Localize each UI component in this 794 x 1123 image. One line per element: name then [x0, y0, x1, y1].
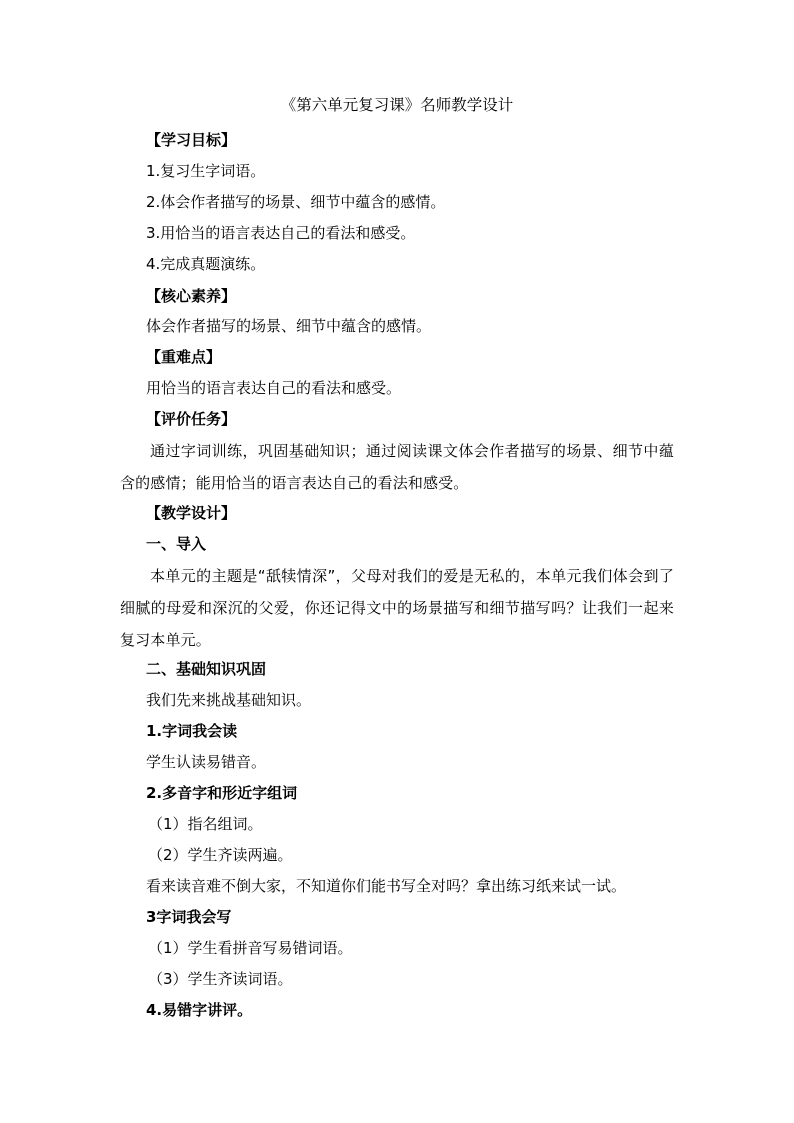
item4-heading: 4.易错字讲评。 — [146, 1001, 253, 1019]
item2-step: （2）学生齐读两遍。 — [148, 846, 293, 864]
item2-step: （1）指名组词。 — [148, 815, 263, 833]
item2-heading: 2.多音字和形近字组词 — [146, 784, 298, 802]
objective-item: 2.体会作者描写的场景、细节中蕴含的感情。 — [146, 193, 446, 211]
section2-heading: 二、基础知识巩固 — [146, 660, 267, 678]
item1-text: 学生认读易错音。 — [146, 753, 267, 771]
item2-followup: 看来读音难不倒大家，不知道你们能书写全对吗？拿出练习纸来试一试。 — [146, 877, 627, 895]
objective-item: 4.完成真题演练。 — [146, 255, 266, 273]
difficulty-heading: 【重难点】 — [146, 348, 222, 366]
item3-step: （3）学生齐读词语。 — [148, 970, 293, 988]
design-heading: 【教学设计】 — [146, 504, 237, 522]
literacy-text: 体会作者描写的场景、细节中蕴含的感情。 — [146, 317, 432, 335]
section1-heading: 一、导入 — [146, 535, 207, 553]
item3-heading: 3字词我会写 — [146, 908, 232, 926]
item3-step: （1）学生看拼音写易错词语。 — [148, 939, 353, 957]
objectives-heading: 【学习目标】 — [146, 131, 237, 149]
objective-item: 1.复习生字词语。 — [146, 162, 266, 180]
literacy-heading: 【核心素养】 — [146, 287, 237, 305]
section2-intro: 我们先来挑战基础知识。 — [146, 691, 312, 709]
page-title: 《第六单元复习课》名师教学设计 — [280, 96, 514, 114]
objective-item: 3.用恰当的语言表达自己的看法和感受。 — [146, 224, 416, 242]
item1-heading: 1.字词我会读 — [146, 722, 238, 740]
evaluation-heading: 【评价任务】 — [146, 410, 237, 428]
difficulty-text: 用恰当的语言表达自己的看法和感受。 — [146, 379, 402, 397]
section1-text: 本单元的主题是“舐犊情深”，父母对我们的爱是无私的，本单元我们体会到了细腻的母爱和深沉的父爱，你还记得文中的场景描写和细节描写吗？让我们一起来复习本单元。 — [120, 567, 674, 649]
evaluation-text: 通过字词训练，巩固基础知识；通过阅读课文体会作者描写的场景、细节中蕴含的感情；能用恰当的语言表达自己的看法和感受。 — [120, 442, 674, 492]
